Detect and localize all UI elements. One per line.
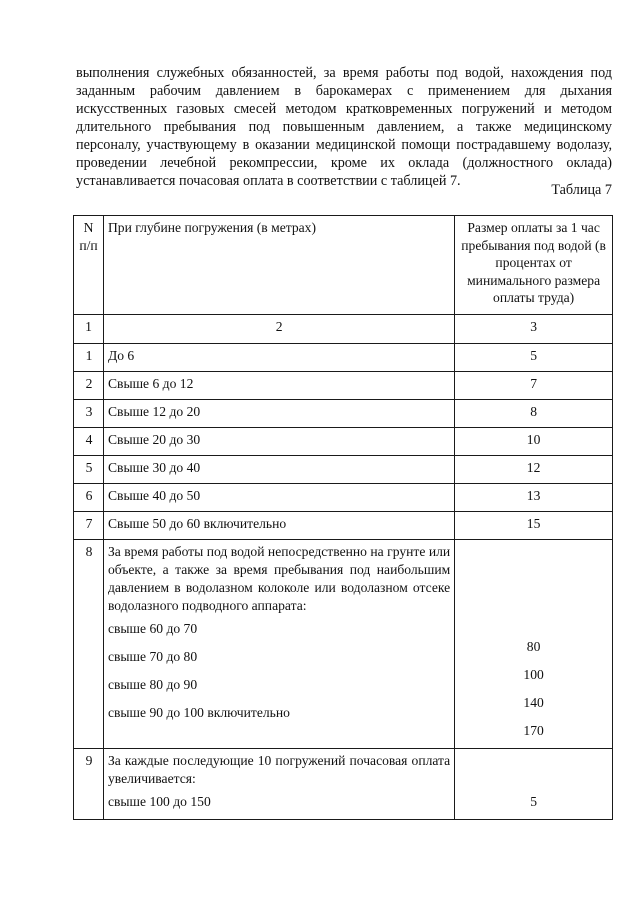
row-depth: Свыше 12 до 20 [103,400,454,428]
group-description: За каждые последующие 10 погружений почасовая оплата увеличивается: [107,753,451,786]
row-num: 2 [74,372,104,400]
table-group-row-9 [74,749,613,820]
col-number: 1 [74,315,104,344]
row-num: 3 [74,400,104,428]
group-depth-cell [103,540,454,749]
header-depth: При глубине погружения (в метрах) [103,216,454,315]
row-depth: Свыше 20 до 30 [103,428,454,456]
row-num: 7 [74,512,104,540]
group-pay-cell [455,749,613,820]
group-item-depth: свыше 90 до 100 включительно [107,705,290,720]
column-numbers-row [74,315,613,344]
row-num: 1 [74,344,104,372]
spacer [459,543,608,633]
row-depth: Свыше 6 до 12 [103,372,454,400]
col-number: 3 [455,315,613,344]
row-pay: 7 [455,372,613,400]
body-paragraph: выполнения служебных обязанностей, за время работы под водой, нахождения под заданным рабочим давлением в барокамерах с применением для дыхания искусственных газовых смесей методом кратковременных погружений и методом длительного пребывания под повышенным давлением, а также медицинскому персоналу, участвующему в оказании медицинской помощи пострадавшему водолазу, проведении лечебной рекомпрессии, кроме их оклада (должностного оклада) устанавливается почасовая оплата в соответствии с таблицей 7. [76,65,612,189]
table-row [74,372,613,400]
row-pay: 13 [455,484,613,512]
group-item-depth: свыше 100 до 150 [107,794,211,809]
row-num: 4 [74,428,104,456]
row-num: 6 [74,484,104,512]
group-item-pay: 140 [523,695,544,710]
group-depth-cell [103,749,454,820]
row-pay: 10 [455,428,613,456]
header-pay: Размер оплаты за 1 час пребывания под водой (в процентах от минимального размера оплаты труда) [455,216,613,315]
group-item-pay: 170 [523,723,544,738]
row-depth: До 6 [103,344,454,372]
row-pay: 15 [455,512,613,540]
row-num: 5 [74,456,104,484]
table-header-row [74,216,613,315]
table-caption: Таблица 7 [551,182,612,198]
table-row [74,428,613,456]
group-item-depth: свыше 60 до 70 [107,621,198,636]
table-group-row-8 [74,540,613,749]
table-row [74,344,613,372]
row-depth: Свыше 50 до 60 включительно [103,512,454,540]
row-num: 8 [74,540,104,749]
group-item-pay: 5 [530,794,537,809]
row-num: 9 [74,749,104,820]
table-row [74,512,613,540]
row-pay: 12 [455,456,613,484]
group-item-depth: свыше 70 до 80 [107,649,198,664]
row-pay: 8 [455,400,613,428]
group-item-pay: 80 [526,639,541,654]
col-number: 2 [103,315,454,344]
pay-rates-table [73,215,613,820]
row-depth: Свыше 30 до 40 [103,456,454,484]
header-num: N п/п [74,216,104,315]
group-description: За время работы под водой непосредственно на грунте или объекте, а также за время пребывания под наибольшим давлением в водолазном колоколе или водолазном отсеке водолазного подводного аппарата: [107,544,451,613]
group-pay-cell [455,540,613,749]
group-item-pay: 100 [523,667,544,682]
table-row [74,484,613,512]
table-row [74,400,613,428]
group-item-depth: свыше 80 до 90 [107,677,198,692]
table-row [74,456,613,484]
row-depth: Свыше 40 до 50 [103,484,454,512]
spacer [459,752,608,788]
row-pay: 5 [455,344,613,372]
